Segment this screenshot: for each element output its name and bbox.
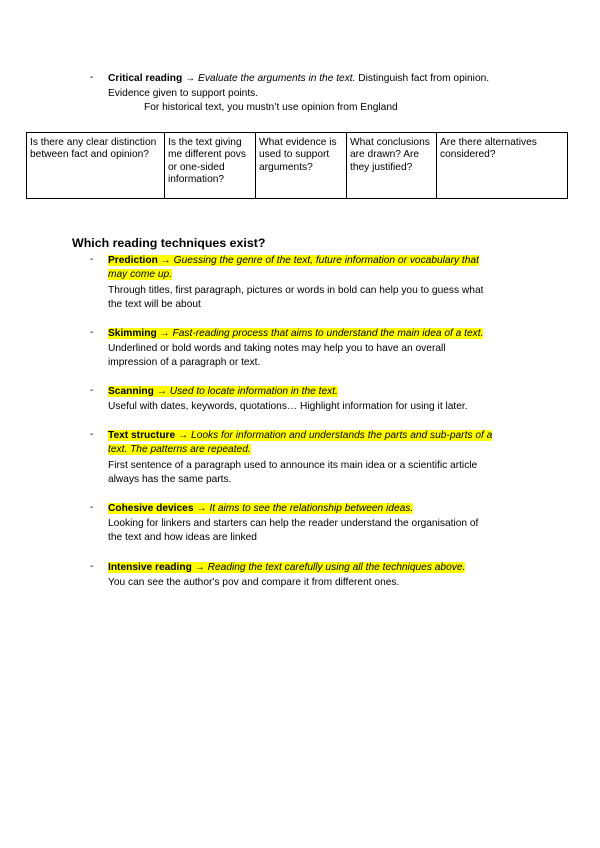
technique-desc: → Used to locate information in the text. xyxy=(153,386,338,397)
technique-body: First sentence of a paragraph used to announce its main idea or a scientific article xyxy=(108,460,478,471)
technique-desc: may come up. xyxy=(108,269,172,280)
technique-body: the text will be about xyxy=(108,299,201,310)
table-cell: Is the text giving me different povs or one-sided information? xyxy=(165,133,256,199)
critical-reading-rest: Distinguish fact from opinion. xyxy=(355,73,490,84)
technique-body: Looking for linkers and starters can help the reader understand the organisation of xyxy=(108,518,479,529)
technique-body: You can see the author's pov and compare it from different ones. xyxy=(108,577,400,588)
bullet-dash: - xyxy=(90,72,94,83)
critical-reading-line-2: Evidence given to support points. xyxy=(108,88,259,99)
technique-line xyxy=(108,385,338,398)
technique-body: the text and how ideas are linked xyxy=(108,532,257,543)
technique-desc: → It aims to see the relationship between ideas. xyxy=(193,503,414,514)
bullet-dash: - xyxy=(90,561,94,572)
technique-line xyxy=(108,254,479,267)
bullet-dash: - xyxy=(90,254,94,265)
technique-body: Useful with dates, keywords, quotations… Highlight information for using it later. xyxy=(108,401,468,412)
bullet-dash: - xyxy=(90,502,94,513)
technique-line xyxy=(108,429,492,442)
technique-body: Underlined or bold words and taking notes may help you to have an overall xyxy=(108,343,446,354)
bullet-dash: - xyxy=(90,327,94,338)
technique-desc: → Looks for information and understands the parts and sub-parts of a xyxy=(175,430,493,441)
technique-body: Through titles, first paragraph, pictures or words in bold can help you to guess what xyxy=(108,285,484,296)
technique-desc: text. The patterns are repeated. xyxy=(108,444,251,455)
technique-line xyxy=(108,268,172,281)
table-cell: Is there any clear distinction between fact and opinion? xyxy=(27,133,165,199)
critical-reading-term: Critical reading xyxy=(108,73,183,84)
critical-questions-table xyxy=(26,132,568,199)
technique-term: Cohesive devices xyxy=(108,503,194,514)
technique-term: Text structure xyxy=(108,430,176,441)
table-cell: What evidence is used to support arguments? xyxy=(256,133,347,199)
technique-term: Intensive reading xyxy=(108,562,192,573)
technique-body: impression of a paragraph or text. xyxy=(108,357,261,368)
table-row xyxy=(27,133,568,199)
bullet-dash: - xyxy=(90,429,94,440)
technique-desc: → Fast-reading process that aims to understand the main idea of a text. xyxy=(156,328,484,339)
technique-term: Scanning xyxy=(108,386,154,397)
bullet-dash: - xyxy=(90,385,94,396)
techniques-heading: Which reading techniques exist? xyxy=(72,236,266,250)
critical-reading-line-3: For historical text, you mustn’t use opinion from England xyxy=(144,102,398,113)
technique-desc: → Guessing the genre of the text, future information or vocabulary that xyxy=(157,255,479,266)
technique-line xyxy=(108,502,413,515)
critical-reading-desc: → Evaluate the arguments in the text. xyxy=(182,73,356,84)
technique-term: Skimming xyxy=(108,328,157,339)
table-cell: Are there alternatives considered? xyxy=(437,133,568,199)
table-cell: What conclusions are drawn? Are they justified? xyxy=(347,133,437,199)
technique-line xyxy=(108,443,251,456)
technique-line xyxy=(108,561,465,574)
technique-desc: → Reading the text carefully using all the techniques above. xyxy=(191,562,466,573)
technique-term: Prediction xyxy=(108,255,158,266)
critical-reading-line-1 xyxy=(108,72,489,85)
technique-line xyxy=(108,327,483,340)
technique-body: always has the same parts. xyxy=(108,474,232,485)
